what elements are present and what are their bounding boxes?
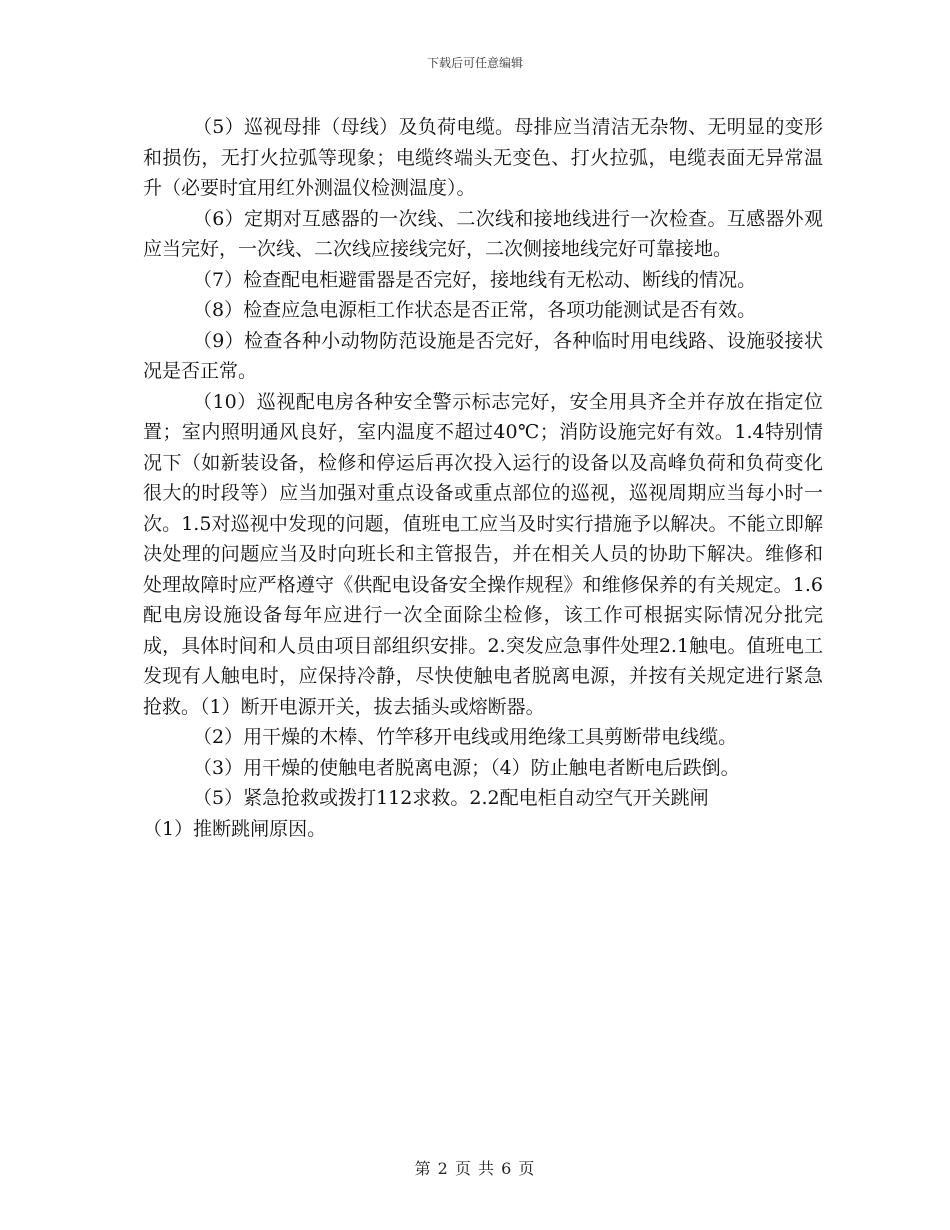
paragraph-10-safety-and-emergency: （10）巡视配电房各种安全警示标志完好，安全用具齐全并存放在指定位置；室内照明通风良好，室内温度不超过40℃；消防设施完好有效。1.4特别情况下（如新装设备，检修和停运后再次投入运行的设备以及高峰负荷和负荷变化很大的时段等）应当加强对重点设备或重点部位的巡视，巡视周期应当每小时一次。1.5对巡视中发现的问题，值班电工应当及时实行措施予以解决。不能立即解决处理的问题应当及时向班长和主管报告，并在相关人员的协助下解决。维修和处理故障时应严格遵守《供配电设备安全操作规程》和维修保养的有关规定。1.6配电房设施设备每年应进行一次全面除尘检修，该工作可根据实际情况分批完成，具体时间和人员由项目部组织安排。2.突发应急事件处理2.1触电。值班电工发现有人触电时，应保持冷静，尽快使触电者脱离电源，并按有关规定进行紧急抢救。（1）断开电源开关，拔去插头或熔断器。 (143, 390, 823, 718)
page-footer: 第 2 页 共 6 页 (414, 1159, 536, 1178)
paragraph-8-emergency-power: （8）检查应急电源柜工作状态是否正常，各项功能测试是否有效。 (193, 299, 757, 321)
document-body (143, 112, 823, 844)
paragraph-5-busbar: （5）巡视母排（母线）及负荷电缆。母排应当清洁无杂物、无明显的变形和损伤，无打火拉弧等现象；电缆终端头无变色、打火拉弧，电缆表面无异常温升（必要时宜用红外测温仪检测温度）。 (143, 116, 823, 199)
page-header: 下载后可任意编辑 (426, 56, 523, 70)
paragraph-7-arrester: （7）检查配电柜避雷器是否完好，接地线有无松动、断线的情况。 (193, 268, 757, 291)
paragraph-3-4-separation: （3）用干燥的使触电者脱离电源；（4）防止触电者断电后跌倒。 (193, 756, 740, 779)
paragraph-9-animal-protection: （9）检查各种小动物防范设施是否完好，各种临时用电线路、设施驳接状况是否正常。 (143, 329, 823, 382)
paragraph-1-trip-cause: （1）推断跳闸原因。 (143, 817, 327, 840)
paragraph-6-transformer: （6）定期对互感器的一次线、二次线和接地线进行一次检查。互感器外观应当完好，一次线、二次线应接线完好，二次侧接地线完好可靠接地。 (143, 207, 823, 260)
paragraph-5-rescue: （5）紧急抢救或拨打112求救。2.2配电柜自动空气开关跳闸 (193, 787, 709, 809)
paragraph-2-insulated-tools: （2）用干燥的木棒、竹竿移开电线或用绝缘工具剪断带电线缆。 (193, 726, 738, 748)
